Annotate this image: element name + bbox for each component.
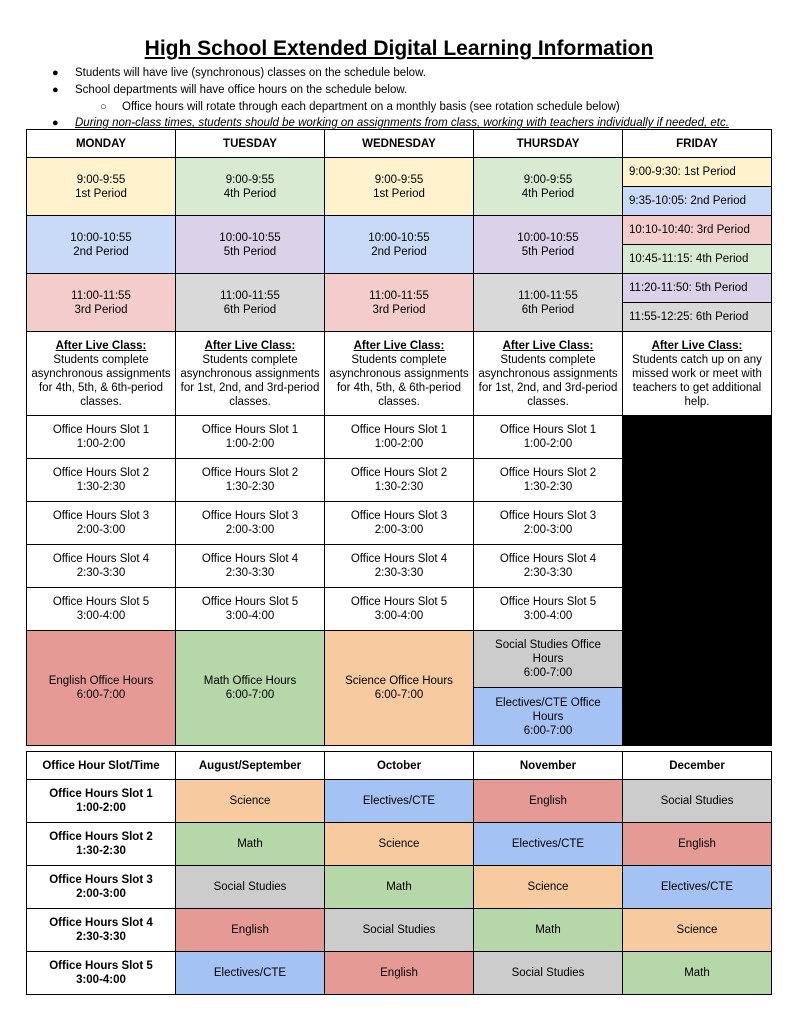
after-class-heading: After Live Class: <box>651 339 743 352</box>
bullet-line-italic: During non-class times, students should be working on assignments from class, working with teachers individually if needed, etc. <box>75 117 729 129</box>
evening-time: 6:00-7:00 <box>76 689 126 701</box>
office-slot-label: Office Hours Slot 3 <box>350 510 448 522</box>
after-class-cell <box>176 332 325 416</box>
day-header-thursday: THURSDAY <box>474 130 623 158</box>
rotation-slot-cell <box>27 866 176 909</box>
office-slot-time: 1:30-2:30 <box>523 481 573 493</box>
rotation-cell: Science <box>623 909 771 952</box>
period-cell <box>27 274 176 332</box>
schedule-table <box>26 129 772 746</box>
office-slot-cell <box>27 459 176 502</box>
office-slot-cell <box>27 416 176 459</box>
period-time: 9:00-9:55 <box>374 173 424 186</box>
rotation-cell: English <box>474 780 623 823</box>
office-slot-cell <box>176 545 325 588</box>
bullet-dot: ● <box>52 84 59 96</box>
friday-period-cell: 9:00-9:30: 1st Period <box>623 158 771 187</box>
after-class-heading: After Live Class: <box>353 339 445 352</box>
evening-office-hours-cell <box>325 631 474 745</box>
rotation-cell: Math <box>623 952 771 994</box>
office-slot-cell <box>474 502 623 545</box>
rotation-slot-cell <box>27 952 176 994</box>
after-class-heading: After Live Class: <box>204 339 296 352</box>
rotation-cell: English <box>623 823 771 866</box>
rotation-cell: English <box>325 952 474 994</box>
office-slot-cell <box>27 545 176 588</box>
bullet-line-2: School departments will have office hours on the schedule below. <box>75 84 408 96</box>
period-label: 2nd Period <box>371 245 427 258</box>
period-time: 10:00-10:55 <box>517 231 579 244</box>
period-time: 10:00-10:55 <box>219 231 281 244</box>
friday-period-cell: 11:20-11:50: 5th Period <box>623 274 771 303</box>
office-slot-cell <box>325 502 474 545</box>
period-label: 5th Period <box>223 245 277 258</box>
office-slot-label: Office Hours Slot 1 <box>350 424 448 436</box>
office-slot-label: Office Hours Slot 4 <box>201 553 299 565</box>
evening-label: Social Studies Office Hours <box>495 639 601 665</box>
period-time: 10:00-10:55 <box>70 231 132 244</box>
sub-bullet-line: Office hours will rotate through each department on a monthly basis (see rotation schedule below) <box>122 101 620 113</box>
after-class-text: Students complete asynchronous assignments for 1st, 2nd, and 3rd-period classes. <box>180 353 320 408</box>
evening-time: 6:00-7:00 <box>523 724 573 737</box>
office-slot-cell <box>325 459 474 502</box>
office-slot-cell <box>325 416 474 459</box>
bullet-dot: ● <box>52 67 59 79</box>
rotation-cell: Electives/CTE <box>176 952 325 994</box>
office-slot-cell <box>176 588 325 631</box>
rotation-slot-label: Office Hours Slot 1 <box>49 788 153 800</box>
period-time: 9:00-9:55 <box>523 173 573 186</box>
after-class-text: Students complete asynchronous assignments for 1st, 2nd, and 3rd-period classes. <box>478 353 618 408</box>
office-slot-label: Office Hours Slot 3 <box>52 510 150 522</box>
period-label: 1st Period <box>75 187 127 200</box>
office-slot-cell <box>474 545 623 588</box>
period-cell <box>176 274 325 332</box>
rotation-slot-label: Office Hours Slot 4 <box>49 917 153 929</box>
page-title: High School Extended Digital Learning Information <box>144 37 654 60</box>
office-slot-time: 2:00-3:00 <box>225 524 275 536</box>
after-class-cell <box>623 332 771 416</box>
period-label: 4th Period <box>521 187 575 200</box>
rotation-slot-cell <box>27 823 176 866</box>
rotation-slot-time: 1:30-2:30 <box>76 845 126 857</box>
after-class-text: Students catch up on any missed work or meet with teachers to get additional help. <box>632 353 762 408</box>
rotation-slot-label: Office Hours Slot 5 <box>49 960 153 972</box>
rotation-cell: Math <box>176 823 325 866</box>
rotation-cell: Science <box>325 823 474 866</box>
office-slot-label: Office Hours Slot 5 <box>499 596 597 608</box>
after-class-cell <box>27 332 176 416</box>
office-slot-time: 2:00-3:00 <box>523 524 573 536</box>
evening-office-hours-cell <box>474 631 623 688</box>
rotation-header: Office Hour Slot/Time <box>27 752 176 780</box>
office-slot-label: Office Hours Slot 3 <box>201 510 299 522</box>
period-label: 3rd Period <box>74 303 128 316</box>
office-slot-cell <box>27 502 176 545</box>
office-slot-time: 2:30-3:30 <box>374 567 424 579</box>
evening-label: Science Office Hours <box>345 675 453 687</box>
rotation-cell: Math <box>325 866 474 909</box>
office-slot-time: 1:00-2:00 <box>76 438 126 450</box>
after-class-cell <box>474 332 623 416</box>
period-time: 11:00-11:55 <box>369 289 429 302</box>
office-slot-cell <box>474 459 623 502</box>
rotation-slot-cell <box>27 780 176 823</box>
period-cell <box>474 274 623 332</box>
office-slot-cell <box>474 416 623 459</box>
evening-office-hours-cell <box>474 688 623 745</box>
rotation-header: December <box>623 752 771 780</box>
period-cell <box>325 216 474 274</box>
office-slot-time: 2:30-3:30 <box>523 567 573 579</box>
office-slot-cell <box>325 545 474 588</box>
rotation-slot-time: 1:00-2:00 <box>76 802 126 814</box>
office-slot-label: Office Hours Slot 5 <box>350 596 448 608</box>
rotation-slot-label: Office Hours Slot 3 <box>49 874 153 886</box>
office-slot-time: 1:00-2:00 <box>374 438 424 450</box>
office-slot-time: 2:00-3:00 <box>374 524 424 536</box>
period-cell <box>474 158 623 216</box>
rotation-cell: Social Studies <box>474 952 623 994</box>
office-slot-cell <box>176 416 325 459</box>
day-header-tuesday: TUESDAY <box>176 130 325 158</box>
day-header-wednesday: WEDNESDAY <box>325 130 474 158</box>
office-slot-time: 3:00-4:00 <box>225 610 275 622</box>
office-slot-time: 1:30-2:30 <box>76 481 126 493</box>
period-label: 6th Period <box>223 303 277 316</box>
office-slot-time: 2:30-3:30 <box>225 567 275 579</box>
rotation-cell: Social Studies <box>325 909 474 952</box>
rotation-table <box>26 751 772 995</box>
office-slot-time: 3:00-4:00 <box>523 610 573 622</box>
rotation-slot-label: Office Hours Slot 2 <box>49 831 153 843</box>
rotation-cell: Science <box>176 780 325 823</box>
period-label: 6th Period <box>521 303 575 316</box>
evening-time: 6:00-7:00 <box>225 689 275 701</box>
period-cell <box>176 216 325 274</box>
office-slot-label: Office Hours Slot 4 <box>499 553 597 565</box>
rotation-cell: Electives/CTE <box>474 823 623 866</box>
day-header-monday: MONDAY <box>27 130 176 158</box>
office-slot-time: 3:00-4:00 <box>76 610 126 622</box>
evening-office-hours-cell <box>27 631 176 745</box>
rotation-cell: English <box>176 909 325 952</box>
office-slot-label: Office Hours Slot 4 <box>350 553 448 565</box>
rotation-cell: Electives/CTE <box>325 780 474 823</box>
rotation-cell: Electives/CTE <box>623 866 771 909</box>
after-class-text: Students complete asynchronous assignments for 4th, 5th, & 6th-period classes. <box>329 353 469 408</box>
rotation-cell: Social Studies <box>623 780 771 823</box>
period-cell <box>27 216 176 274</box>
friday-period-cell: 9:35-10:05: 2nd Period <box>623 187 771 216</box>
period-label: 5th Period <box>521 245 575 258</box>
office-slot-time: 2:30-3:30 <box>76 567 126 579</box>
friday-blocked-area <box>623 416 771 745</box>
evening-label: English Office Hours <box>48 675 154 687</box>
rotation-slot-time: 3:00-4:00 <box>76 974 126 986</box>
rotation-slot-cell <box>27 909 176 952</box>
office-slot-cell <box>27 588 176 631</box>
period-cell <box>27 158 176 216</box>
after-class-heading: After Live Class: <box>55 339 147 352</box>
period-label: 1st Period <box>373 187 425 200</box>
rotation-slot-time: 2:30-3:30 <box>76 931 126 943</box>
friday-period-cell: 11:55-12:25: 6th Period <box>623 303 771 332</box>
office-slot-label: Office Hours Slot 2 <box>350 467 448 479</box>
period-time: 11:00-11:55 <box>71 289 131 302</box>
office-slot-label: Office Hours Slot 3 <box>499 510 597 522</box>
period-time: 11:00-11:55 <box>518 289 578 302</box>
rotation-slot-time: 2:00-3:00 <box>76 888 126 900</box>
office-slot-label: Office Hours Slot 2 <box>201 467 299 479</box>
period-time: 9:00-9:55 <box>76 173 126 186</box>
period-time: 9:00-9:55 <box>225 173 275 186</box>
office-slot-label: Office Hours Slot 2 <box>52 467 150 479</box>
office-slot-time: 1:30-2:30 <box>225 481 275 493</box>
rotation-header: November <box>474 752 623 780</box>
period-label: 4th Period <box>223 187 277 200</box>
friday-period-cell: 10:45-11:15: 4th Period <box>623 245 771 274</box>
office-slot-label: Office Hours Slot 1 <box>499 424 597 436</box>
rotation-header: October <box>325 752 474 780</box>
friday-period-cell: 10:10-10:40: 3rd Period <box>623 216 771 245</box>
evening-time: 6:00-7:00 <box>523 667 573 679</box>
office-slot-cell <box>474 588 623 631</box>
office-slot-time: 3:00-4:00 <box>374 610 424 622</box>
sub-bullet-circle: ○ <box>100 101 107 113</box>
period-time: 11:00-11:55 <box>220 289 280 302</box>
period-cell <box>325 158 474 216</box>
period-label: 3rd Period <box>372 303 426 316</box>
period-time: 10:00-10:55 <box>368 231 430 244</box>
office-slot-label: Office Hours Slot 5 <box>52 596 150 608</box>
day-header-friday: FRIDAY <box>623 130 771 158</box>
office-slot-cell <box>176 502 325 545</box>
evening-office-hours-cell <box>176 631 325 745</box>
bullet-dot: ● <box>52 117 59 129</box>
office-slot-label: Office Hours Slot 5 <box>201 596 299 608</box>
after-class-heading: After Live Class: <box>502 339 594 352</box>
evening-label: Math Office Hours <box>203 675 297 687</box>
after-class-cell <box>325 332 474 416</box>
after-class-text: Students complete asynchronous assignments for 4th, 5th, & 6th-period classes. <box>31 353 171 408</box>
bullet-line-1: Students will have live (synchronous) classes on the schedule below. <box>75 67 426 79</box>
office-slot-label: Office Hours Slot 1 <box>52 424 150 436</box>
office-slot-cell <box>325 588 474 631</box>
evening-time: 6:00-7:00 <box>374 689 424 701</box>
period-cell <box>474 216 623 274</box>
office-slot-label: Office Hours Slot 2 <box>499 467 597 479</box>
office-slot-label: Office Hours Slot 4 <box>52 553 150 565</box>
office-slot-time: 1:30-2:30 <box>374 481 424 493</box>
rotation-cell: Social Studies <box>176 866 325 909</box>
office-slot-label: Office Hours Slot 1 <box>201 424 299 436</box>
period-label: 2nd Period <box>73 245 129 258</box>
office-slot-time: 2:00-3:00 <box>76 524 126 536</box>
rotation-cell: Science <box>474 866 623 909</box>
evening-label: Electives/CTE Office Hours <box>495 696 601 723</box>
rotation-cell: Math <box>474 909 623 952</box>
office-slot-time: 1:00-2:00 <box>225 438 275 450</box>
office-slot-cell <box>176 459 325 502</box>
rotation-header: August/September <box>176 752 325 780</box>
period-cell <box>176 158 325 216</box>
period-cell <box>325 274 474 332</box>
office-slot-time: 1:00-2:00 <box>523 438 573 450</box>
